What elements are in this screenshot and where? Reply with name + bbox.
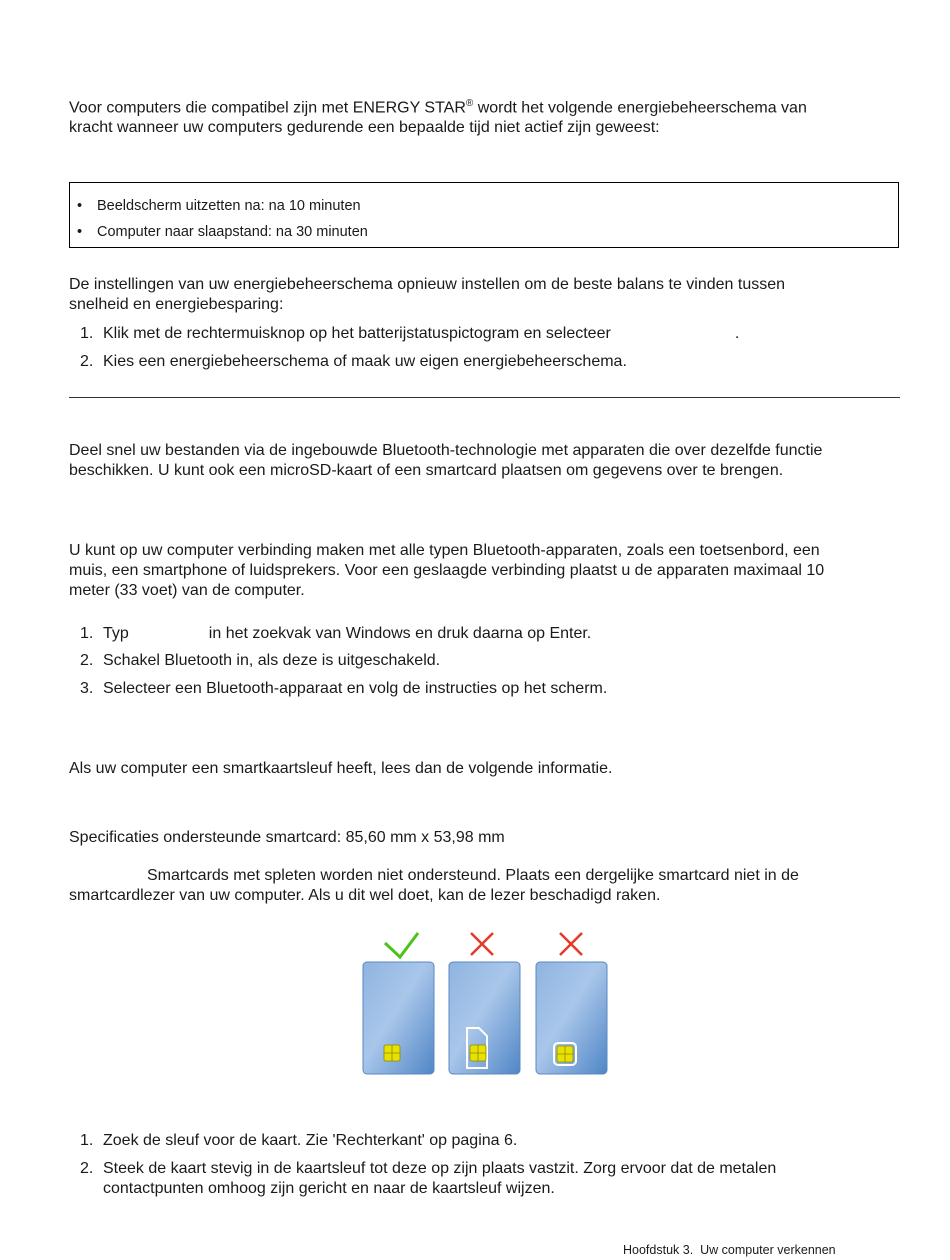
slotted-smartcard <box>449 962 520 1074</box>
list-item: 1. Typ in het zoekvak van Windows en druk daarna op Enter. <box>80 625 592 642</box>
cross-icon <box>471 933 493 955</box>
smartcard-illustration <box>355 925 615 1085</box>
slotted-smartcard <box>536 962 607 1074</box>
smartcard-spec: Specificaties ondersteunde smartcard: 85,60 mm x 53,98 mm <box>69 829 505 846</box>
list-item: 3. Selecteer een Bluetooth-apparaat en volg de instructies op het scherm. <box>80 680 608 697</box>
supported-smartcard <box>363 962 434 1074</box>
list-item: 1. Klik met de rechtermuisknop op het batterijstatuspictogram en selecteer . <box>80 325 740 342</box>
share-files-text: Deel snel uw bestanden via de ingebouwde Bluetooth-technologie met apparaten die over dezelfde functie beschikken. U kunt ook een microSD-kaart of een smartcard plaatsen om gegevens over te brengen. <box>69 442 823 479</box>
smartcard-warning: Smartcards met spleten worden niet ondersteund. Plaats een dergelijke smartcard niet in de smartcardlezer van uw computer. Als u dit wel doet, kan de lezer beschadigd raken. <box>69 867 799 904</box>
list-item: • Computer naar slaapstand: na 30 minuten <box>97 223 368 241</box>
list-item: 2. Steek de kaart stevig in de kaartsleuf tot deze op zijn plaats vastzit. Zorg ervoor dat de metalen contactpunten omhoog zijn gericht en naar de kaartsleuf wijzen. <box>80 1160 777 1197</box>
list-item: 2. Schakel Bluetooth in, als deze is uitgeschakeld. <box>80 652 441 669</box>
bluetooth-text: U kunt op uw computer verbinding maken met alle typen Bluetooth-apparaten, zoals een toetsenbord, een muis, een smartphone of luidsprekers. Voor een geslaagde verbinding plaatst u de apparaten maximaal 10 meter (33 voet) van de computer. <box>69 542 825 599</box>
energy-star-intro: Voor computers die compatibel zijn met ENERGY STAR® wordt het volgende energiebeheerschema van kracht wanneer uw computers gedurende een bepaalde tijd niet actief zijn geweest: <box>69 98 807 137</box>
list-item: 2. Kies een energiebeheerschema of maak uw eigen energiebeheerschema. <box>80 353 627 370</box>
power-plan-note-box <box>69 182 899 248</box>
check-icon <box>385 933 418 957</box>
reset-power-plan-text: De instellingen van uw energiebeheerschema opnieuw instellen om de beste balans te vinden tussen snelheid en energiebesparing: <box>69 276 786 313</box>
smartcard-intro: Als uw computer een smartkaartsleuf heeft, lees dan de volgende informatie. <box>69 760 613 777</box>
section-divider <box>69 397 900 398</box>
cross-icon <box>560 933 582 955</box>
page-footer: Hoofdstuk 3. Uw computer verkennen <box>623 1243 836 1257</box>
list-item: 1. Zoek de sleuf voor de kaart. Zie 'Rechterkant' op pagina 6. <box>80 1132 518 1149</box>
list-item: • Beeldscherm uitzetten na: na 10 minuten <box>97 197 361 215</box>
